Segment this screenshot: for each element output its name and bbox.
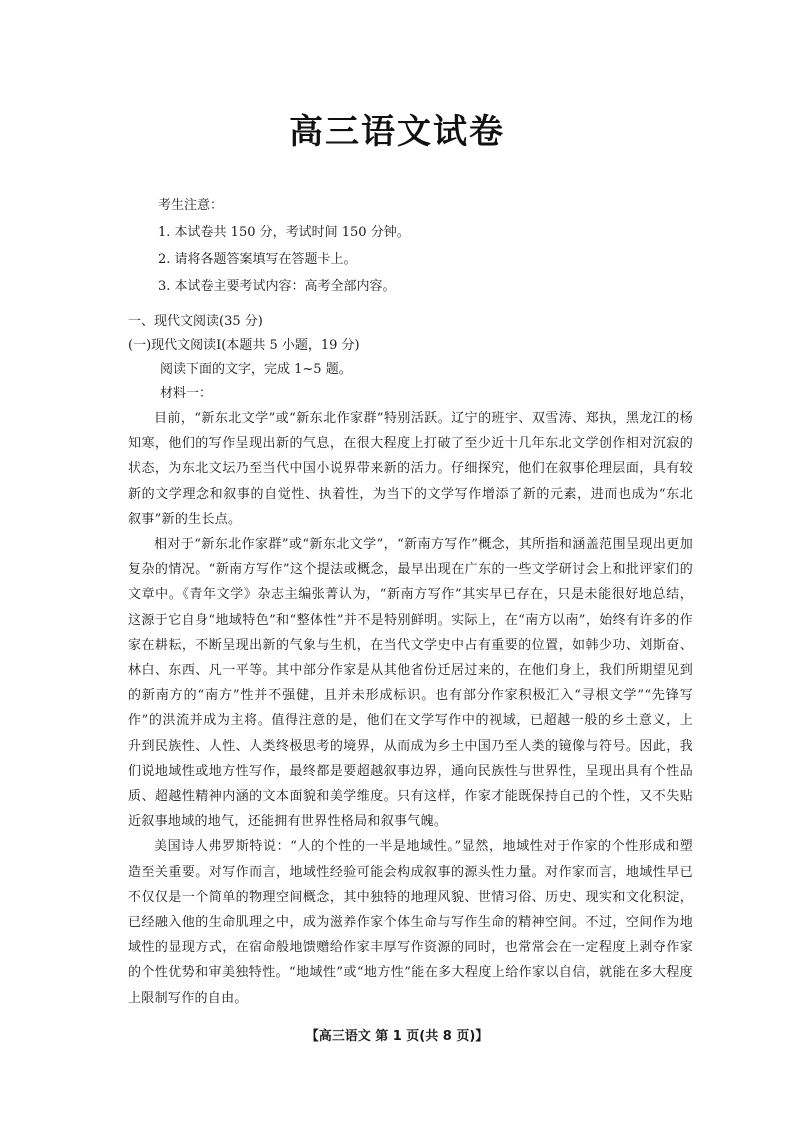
material-label: 材料一： [160, 386, 213, 401]
candidate-notice [158, 192, 698, 300]
notice-item: 1. 本试卷共 150 分，考试时间 150 分钟。 [158, 225, 410, 240]
notice-item: 2. 请将各题答案填写在答题卡上。 [158, 252, 357, 267]
passage-paragraph: 目前，“新东北文学”或“新东北作家群”特别活跃。辽宁的班宇、双雪涛、郑执，黑龙江的杨知寒，他们的写作呈现出新的气息，在很大程度上打破了至少近十几年东北文学创作相对沉寂的状态，为东北文坛乃至当代中国小说界带来新的活力。仔细探究，他们在叙事伦理层面，具有较新的文学理念和叙事的自觉性、执着性，为当下的文学写作增添了新的元素，进而也成为“东北叙事”新的生长点。 [128, 411, 693, 527]
page-title: 高三语文试卷 [289, 112, 505, 152]
reading-instruction: 阅读下面的文字，完成 1~5 题。 [160, 362, 352, 377]
section-heading: 一、现代文阅读(35 分) [128, 314, 263, 329]
notice-heading: 考生注意： [158, 198, 224, 213]
subsection-heading: (一)现代文阅读Ⅰ(本题共 5 小题，19 分) [128, 338, 360, 353]
reading-section [128, 310, 693, 1011]
passage-paragraph: 相对于“新东北作家群”或“新东北文学”，“新南方写作”概念，其所指和涵盖范围呈现出更加复杂的情况。“新南方写作”这个提法或概念，最早出现在广东的一些文学研讨会上和批评家们的文章中。《青年文学》杂志主编张菁认为，“新南方写作”其实早已存在，只是未能很好地总结，这源于它自身“地域特色”和“整体性”并不是特别鲜明。实际上，在“南方以南”，始终有许多的作家在耕耘，不断呈现出新的气象与生机，在当代文学史中占有重要的位置，如韩少功、刘斯奋、林白、东西、凡一平等。其中部分作家是从其他省份迁居过来的，在他们身上，我们所期望见到的新南方的“南方”性并不强健，且并未形成标识。也有部分作家积极汇入“寻根文学”“先锋写作”的洪流并成为主将。值得注意的是，他们在文学写作中的视域，已超越一般的乡土意义，上升到民族性、人性、人类终极思考的境界，从而成为乡土中国乃至人类的镜像与符号。因此，我们说地域性或地方性写作，最终都是要超越叙事边界，通向民族性与世界性，呈现出具有个性品质、超越性精神内涵的文本面貌和美学维度。只有这样，作家才能既保持自己的个性，又不失贴近叙事地域的地气，还能拥有世界性格局和叙事气魄。 [128, 537, 693, 830]
page-footer: 【高三语文 第 1 页(共 8 页)】 [305, 1029, 489, 1044]
notice-item: 3. 本试卷主要考试内容：高考全部内容。 [158, 279, 396, 294]
passage-paragraph: 美国诗人弗罗斯特说：“人的个性的一半是地域性。”显然，地域性对于作家的个性形成和塑造至关重要。对写作而言，地域性经验可能会构成叙事的源头性力量。对作家而言，地域性早已不仅仅是一个简单的物理空间概念，其中独特的地理风貌、世情习俗、历史、现实和文化积淀，已经融入他的生命肌理之中，成为滋养作家个体生命与写作生命的精神空间。不过，空间作为地域性的显现方式，在宿命般地馈赠给作家丰厚写作资源的同时，也常常会在一定程度上剥夺作家的个性优势和审美独特性。“地域性”或“地方性”能在多大程度上给作家以自信，就能在多大程度上限制写作的自由。 [128, 839, 693, 1006]
